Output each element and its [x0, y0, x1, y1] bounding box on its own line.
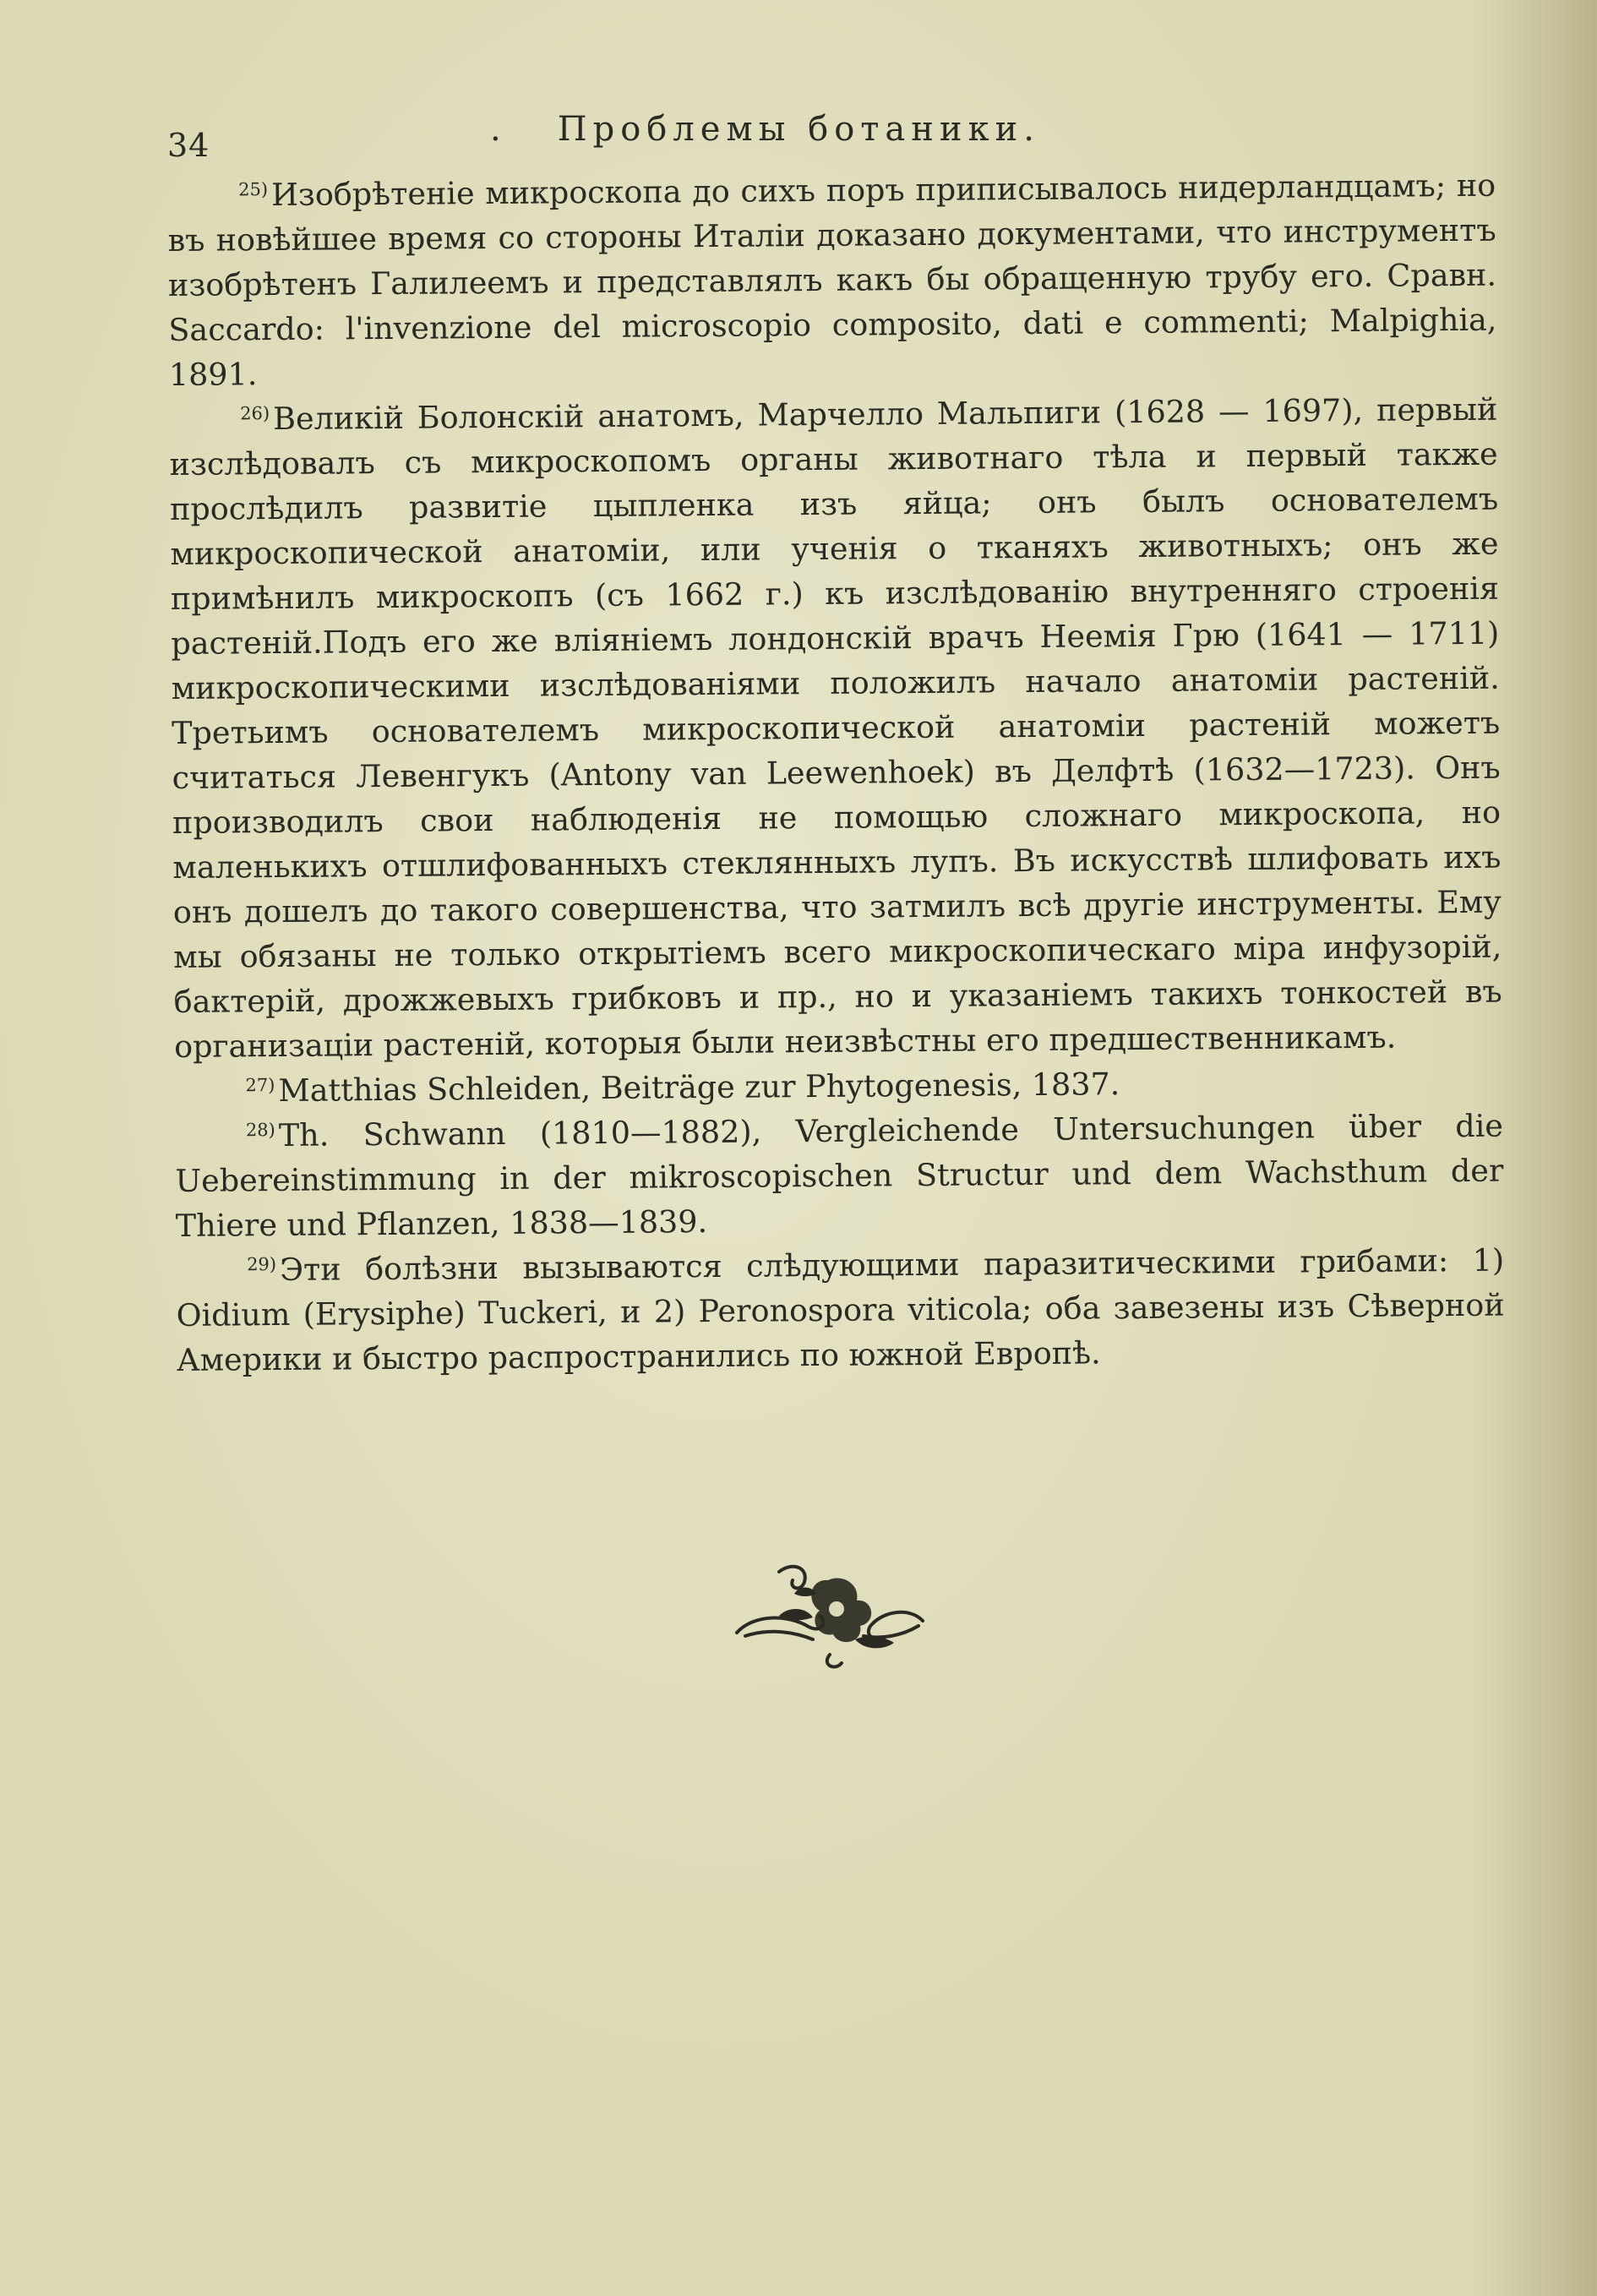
running-head-title: Проблемы ботаники. [557, 110, 1040, 149]
floral-vignette-icon [728, 1555, 931, 1673]
footnote-text: Th. Schwann (1810—1882), Vergleichende Untersuchungen über die Uebereinstimmung in der mikroscopischen Structur und dem Wachsthum der Thiere und Pflanzen, 1838—1839. [175, 1107, 1504, 1244]
footnote-marker: 27) [245, 1075, 275, 1096]
footnote-26 [169, 387, 1502, 1069]
footnote-marker: 26) [240, 403, 270, 424]
footnote-29 [176, 1238, 1505, 1383]
footnote-marker: 28) [245, 1120, 275, 1141]
running-head [490, 110, 1132, 149]
footnote-text: Изобрѣтеніе микроскопа до сихъ поръ приписывалось нидерландцамъ; но въ новѣйшее время со стороны Италіи доказано документами, что инструментъ изобрѣтенъ Галилеемъ и представлялъ какъ бы обращенную трубу его. Сравн. Saccardo: l'invenzione del microscopio composito, dati e commenti; Malpighia, 1891. [167, 166, 1497, 393]
footnote-25 [167, 163, 1497, 397]
footnote-marker: 29) [247, 1254, 277, 1275]
footnote-text: Matthias Schleiden, Beiträge zur Phytogenesis, 1837. [278, 1066, 1120, 1110]
page-number: 34 [167, 127, 210, 164]
footnote-text: Великій Болонскій анатомъ, Марчелло Мальпиги (1628 — 1697), первый изслѣдовалъ съ микроскопомъ органы животнаго тѣла и первый также прослѣдилъ развитіе цыпленка изъ яйца; онъ былъ основателемъ микроскопической анатоміи, или ученія о тканяхъ животныхъ; онъ же примѣнилъ микроскопъ (съ 1662 г.) къ изслѣдованію внутренняго строенія растеній.Подъ его же вліяніемъ лондонскій врачъ Неемія Грю (1641 — 1711) микроскопическими изслѣдованіями положилъ начало анатоміи растеній. Третьимъ основателемъ микроскопической анатоміи растеній можетъ считаться Левенгукъ (Antony van Leewenhoek) въ Делфтѣ (1632—1723). Онъ производилъ свои наблюденія не помощью сложнаго микроскопа, но маленькихъ отшлифованныхъ стеклянныхъ лупъ. Въ искусствѣ шлифовать ихъ онъ дошелъ до такого совершенства, что затмилъ всѣ другіе инструменты. Ему мы обязаны не только открытіемъ всего микроскопическаго міра инфузорій, бактерій, дрожжевыхъ грибковъ и пр., но и указаніемъ такихъ тонкостей въ организаціи растеній, которыя были неизвѣстны его предшественникамъ. [169, 390, 1502, 1065]
footnote-marker: 25) [238, 179, 269, 200]
footnotes-block [167, 163, 1505, 1383]
footnote-text: Эти болѣзни вызываются слѣдующими паразитическими грибами: 1) Oidium (Erysiphe) Tuckeri, и 2) Peronospora viticola; оба завезены изъ Сѣверной Америки и быстро распространились по южной Европѣ. [176, 1241, 1505, 1378]
running-head-dot: . [490, 110, 507, 149]
footnote-28 [175, 1104, 1504, 1248]
